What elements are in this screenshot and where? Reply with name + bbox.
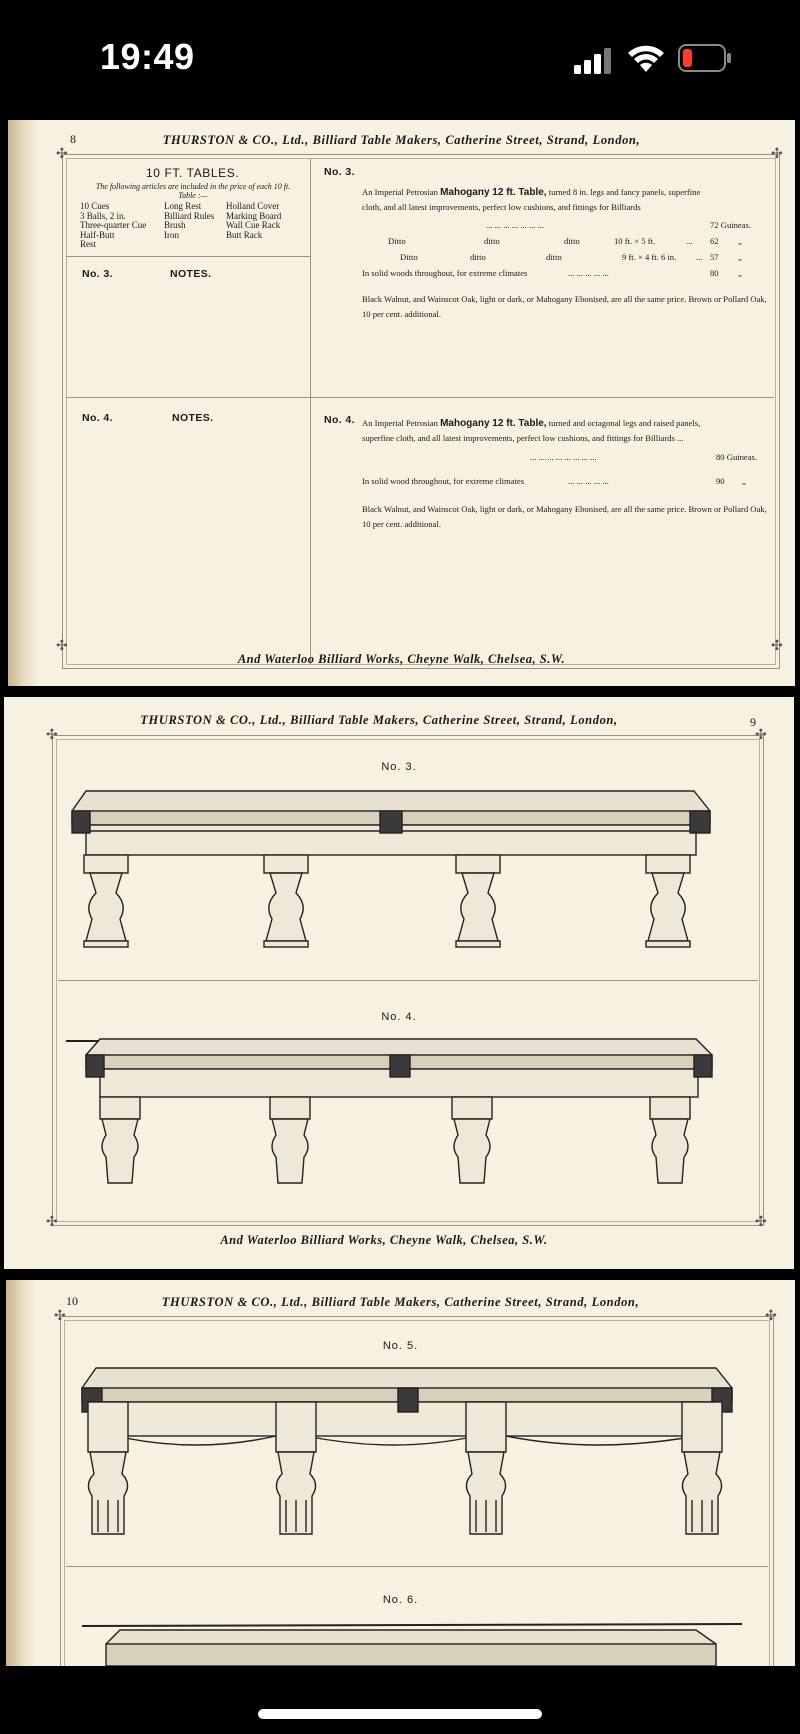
column-divider <box>310 158 311 664</box>
page-number: 9 <box>750 715 756 729</box>
page-header: THURSTON & CO., Ltd., Billiard Table Makers, Catherine Street, Strand, London, <box>140 713 618 727</box>
row-divider <box>58 980 758 981</box>
no4-notes-label: NOTES. <box>172 412 214 424</box>
corner-ornament-icon: ✣ <box>771 147 783 162</box>
corner-ornament-icon: ✣ <box>755 728 767 743</box>
page-header: THURSTON & CO., Ltd., Billiard Table Makers, Catherine Street, Strand, London, <box>162 133 641 147</box>
accessories-col-2: Long Rest Billiard Rules Brush Iron <box>164 201 215 240</box>
accessories-col-1: 10 Cues 3 Balls, 2 in. Three-quarter Cue Half-Butt Rest <box>80 201 147 249</box>
illustration-caption: No. 6. <box>382 1594 419 1606</box>
page-number: 10 <box>66 1294 78 1308</box>
corner-ornament-icon: ✣ <box>46 728 58 743</box>
status-time: 19:49 <box>100 36 195 77</box>
catalogue-page-8 <box>8 120 795 686</box>
corner-ornament-icon: ✣ <box>765 1309 777 1324</box>
no3-dots: ... ... ... ... ... ... ... <box>486 220 545 230</box>
status-bar <box>0 0 800 118</box>
no3-title: No. 3. <box>324 166 355 178</box>
page-header: THURSTON & CO., Ltd., Billiard Table Makers, Catherine Street, Strand, London, <box>161 1295 640 1309</box>
corner-ornament-icon: ✣ <box>46 1215 58 1230</box>
no3-row4: In solid woods throughout, for extreme climates ... ... ... ... ... 80 „ <box>362 268 742 278</box>
battery-low-icon <box>678 44 732 72</box>
corner-ornament-icon: ✣ <box>755 1215 767 1230</box>
corner-ornament-icon: ✣ <box>54 1309 66 1324</box>
tables-10ft-title: 10 FT. TABLES. <box>146 166 240 180</box>
row-divider <box>66 397 774 398</box>
billiard-table-no5-illustration <box>76 1362 746 1552</box>
catalogue-page-9 <box>4 697 794 1269</box>
tables-10ft-subtitle: The following articles are included in the price of each 10 ft. Table :— <box>95 182 291 200</box>
page-number: 8 <box>70 132 76 146</box>
corner-ornament-icon: ✣ <box>56 147 68 162</box>
page-footer: And Waterloo Billiard Works, Cheyne Walk, Chelsea, S.W. <box>220 1233 548 1247</box>
page-footer: And Waterloo Billiard Works, Cheyne Walk, Chelsea, S.W. <box>237 652 566 666</box>
no4-row2: In solid wood throughout, for extreme climates ... ... ... ... ... 90 „ <box>362 476 746 486</box>
no4-price: 80 Guineas. <box>716 452 758 462</box>
corner-ornament-icon: ✣ <box>771 639 783 654</box>
catalogue-page-10 <box>6 1280 795 1666</box>
wifi-icon <box>626 44 666 74</box>
page-binding-shadow <box>6 1280 36 1666</box>
no4-dots: ... ... ... ... ... ... ... ... <box>530 452 597 462</box>
no3-row2: Ditto ditto ditto 10 ft. × 5 ft. ... 62 „ <box>388 236 742 246</box>
illustration-caption: No. 3. <box>381 761 417 773</box>
no4-description: An Imperial Petrosian Mahogany 12 ft. Table, turned and octagonal legs and raised panels, superfine cloth, and all latest improvements, perfect low cushions, and fittings for Billiards ... <box>362 418 701 443</box>
billiard-table-no4-illustration <box>60 1031 730 1201</box>
billiard-table-no3-illustration <box>64 781 724 961</box>
row-divider <box>66 1566 768 1567</box>
illustration-caption: No. 4. <box>381 1011 417 1023</box>
home-indicator[interactable] <box>258 1709 542 1719</box>
no3-wood-note: Black Walnut, and Wainscot Oak, light or dark, or Mahogany Ebonised, are all the same price. Brown or Pollard Oak, 10 per cent. additional. <box>362 294 767 319</box>
illustration-caption: No. 5. <box>382 1340 419 1352</box>
no4-left-label: No. 4. <box>82 412 113 424</box>
signal-icon <box>574 48 614 74</box>
no3-description: An Imperial Petrosian Mahogany 12 ft. Table, turned 8 in. legs and fancy panels, superfine cloth, and all latest improvements, perfect low cushions, and fittings for Billiards <box>362 187 701 212</box>
billiard-table-no6-illustration <box>76 1618 746 1666</box>
no3-notes-label: NOTES. <box>170 268 212 280</box>
no4-title: No. 4. <box>324 414 355 426</box>
no3-price: 72 Guineas. <box>710 220 752 230</box>
row-divider <box>66 256 310 257</box>
page-binding-shadow <box>8 120 38 686</box>
no3-row3: Ditto ditto ditto 9 ft. × 4 ft. 6 in. ... 57 „ <box>400 252 742 262</box>
no3-left-label: No. 3. <box>82 268 113 280</box>
accessories-col-3: Holland Cover Marking Board Wall Cue Rack Butt Rack <box>226 201 282 240</box>
corner-ornament-icon: ✣ <box>56 639 68 654</box>
no4-wood-note: Black Walnut, and Wainscot Oak, light or dark, or Mahogany Ebonised, are all the same price. Brown or Pollard Oak, 10 per cent. additional. <box>362 504 767 529</box>
